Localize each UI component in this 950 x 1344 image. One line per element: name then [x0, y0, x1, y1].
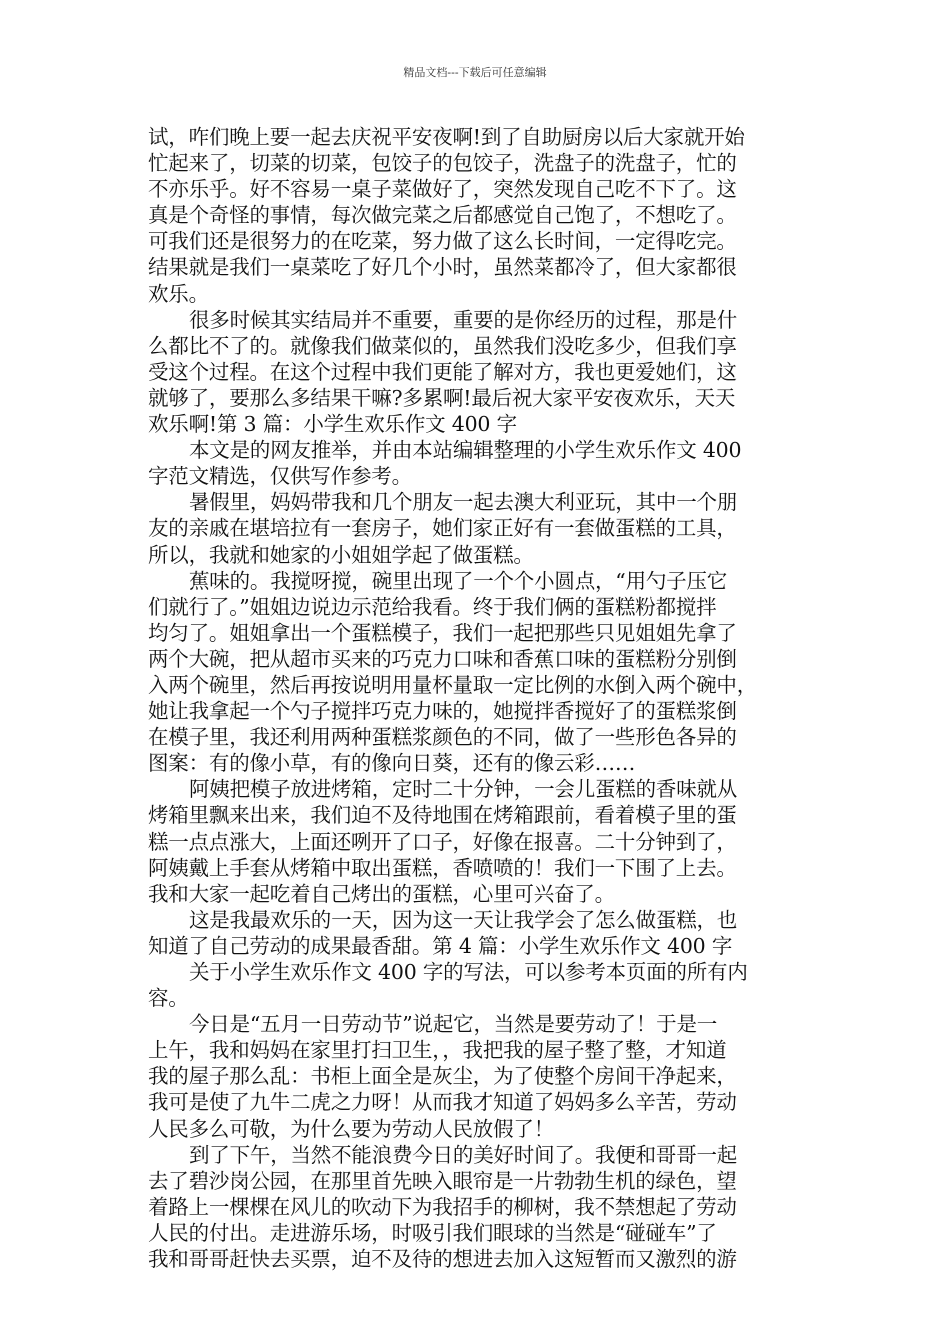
text-line: 这是我最欢乐的一天，因为这一天让我学会了怎么做蛋糕，也 — [189, 907, 738, 932]
text-line: 阿姨把模子放进烤箱，定时二十分钟，一会儿蛋糕的香味就从 — [189, 777, 738, 802]
text-line: 人民的付出。走进游乐场，时吸引我们眼球的当然是“碰碰车”了 — [148, 1220, 717, 1245]
text-line: 她让我拿起一个勺子搅拌巧克力味的，她搅拌香搅好了的蛋糕浆倒 — [148, 699, 737, 724]
text-line: 么都比不了的。就像我们做菜似的，虽然我们没吃多少，但我们享 — [148, 333, 737, 358]
text-line: 图案：有的像小草，有的像向日葵，还有的像云彩…… — [148, 751, 636, 776]
paragraph — [148, 437, 816, 489]
text-line: 我和大家一起吃着自己烤出的蛋糕，心里可兴奋了。 — [148, 881, 615, 906]
text-line: 人民多么可敬，为什么要为劳动人民放假了！ — [148, 1116, 554, 1141]
text-line: 受这个过程。在这个过程中我们更能了解对方，我也更爱她们，这 — [148, 359, 737, 384]
text-line: 容。 — [148, 986, 189, 1011]
text-line: 糕一点点涨大，上面还咧开了口子，好像在报喜。二十分钟到了， — [148, 829, 737, 854]
text-line: 今日是“五月一日劳动节”说起它，当然是要劳动了！于是一 — [189, 1012, 718, 1037]
text-line: 本文是的网友推举，并由本站编辑整理的小学生欢乐作文 400 — [189, 438, 742, 463]
paragraph — [148, 776, 816, 906]
text-line: 两个大碗，把从超市买来的巧克力口味和香蕉口味的蛋糕粉分别倒 — [148, 646, 737, 671]
text-line: 去了碧沙岗公园，在那里首先映入眼帘是一片勃勃生机的绿色，望 — [148, 1168, 737, 1193]
text-line: 着路上一棵棵在风儿的吹动下为我招手的柳树，我不禁想起了劳动 — [148, 1194, 737, 1219]
text-line: 知道了自己劳动的成果最香甜。第 4 篇：小学生欢乐作文 400 字 — [148, 933, 733, 958]
text-line: 我可是使了九牛二虎之力呀！从而我才知道了妈妈多么辛苦，劳动 — [148, 1090, 737, 1115]
text-line: 所以，我就和她家的小姐姐学起了做蛋糕。 — [148, 542, 534, 567]
paragraph — [148, 568, 816, 777]
text-line: 蕉味的。我搅呀搅，碗里出现了一个个小圆点，“用勺子压它 — [189, 568, 728, 593]
text-line: 在模子里，我还利用两种蛋糕浆颜色的不同，做了一些形色各异的 — [148, 725, 737, 750]
text-line: 忙起来了，切菜的切菜，包饺子的包饺子，洗盘子的洗盘子，忙的 — [148, 151, 737, 176]
text-line: 烤箱里飘来出来，我们迫不及待地围在烤箱跟前，看着模子里的蛋 — [148, 803, 737, 828]
paragraph — [148, 1142, 816, 1272]
text-line: 关于小学生欢乐作文 400 字的写法，可以参考本页面的所有内 — [189, 960, 748, 984]
paragraph — [148, 907, 816, 959]
text-line: 均匀了。姐姐拿出一个蛋糕模子，我们一起把那些只见姐姐先拿了 — [148, 620, 737, 645]
text-line: 入两个碗里，然后再按说明用量杯量取一定比例的水倒入两个碗中， — [148, 672, 757, 697]
text-line: 欢乐啊!第 3 篇：小学生欢乐作文 400 字 — [148, 412, 517, 437]
text-line: 不亦乐乎。好不容易一桌子菜做好了，突然发现自己吃不下了。这 — [148, 177, 737, 202]
text-line: 欢乐。 — [148, 281, 209, 306]
document-body — [148, 124, 816, 1272]
paragraph — [148, 307, 816, 437]
text-line: 试，咋们晚上要一起去庆祝平安夜啊!到了自助厨房以后大家就开始 — [148, 125, 745, 149]
text-line: 我和哥哥赶快去买票，迫不及待的想进去加入这短暂而又激烈的游 — [148, 1247, 737, 1272]
paragraph — [148, 959, 816, 1011]
paragraph — [148, 124, 816, 307]
text-line: 暑假里，妈妈带我和几个朋友一起去澳大利亚玩，其中一个朋 — [189, 490, 738, 515]
page-header: 精品文档---下载后可任意编辑 — [403, 66, 547, 79]
text-line: 可我们还是很努力的在吃菜，努力做了这么长时间，一定得吃完。 — [148, 229, 737, 254]
text-line: 就够了，要那么多结果干嘛?多累啊!最后祝大家平安夜欢乐，天天 — [148, 385, 736, 410]
text-line: 我的屋子那么乱：书柜上面全是灰尘，为了使整个房间干净起来， — [148, 1064, 737, 1089]
text-line: 很多时候其实结局并不重要，重要的是你经历的过程，那是什 — [189, 307, 738, 332]
text-line: 阿姨戴上手套从烤箱中取出蛋糕，香喷喷的！我们一下围了上去。 — [148, 855, 737, 880]
paragraph — [148, 1011, 816, 1141]
text-line: 真是个奇怪的事情，每次做完菜之后都感觉自己饱了，不想吃了。 — [148, 203, 737, 228]
text-line: 到了下午，当然不能浪费今日的美好时间了。我便和哥哥一起 — [189, 1142, 738, 1167]
text-line: 结果就是我们一桌菜吃了好几个小时，虽然菜都冷了，但大家都很 — [148, 255, 737, 280]
text-line: 友的亲戚在堪培拉有一套房子，她们家正好有一套做蛋糕的工具， — [148, 516, 737, 541]
text-line: 字范文精选，仅供写作参考。 — [148, 464, 412, 489]
paragraph — [148, 489, 816, 567]
text-line: 上午，我和妈妈在家里打扫卫生，，我把我的屋子整了整，才知道 — [148, 1038, 727, 1063]
text-line: 们就行了。”姐姐边说边示范给我看。终于我们俩的蛋糕粉都搅拌 — [148, 594, 717, 619]
